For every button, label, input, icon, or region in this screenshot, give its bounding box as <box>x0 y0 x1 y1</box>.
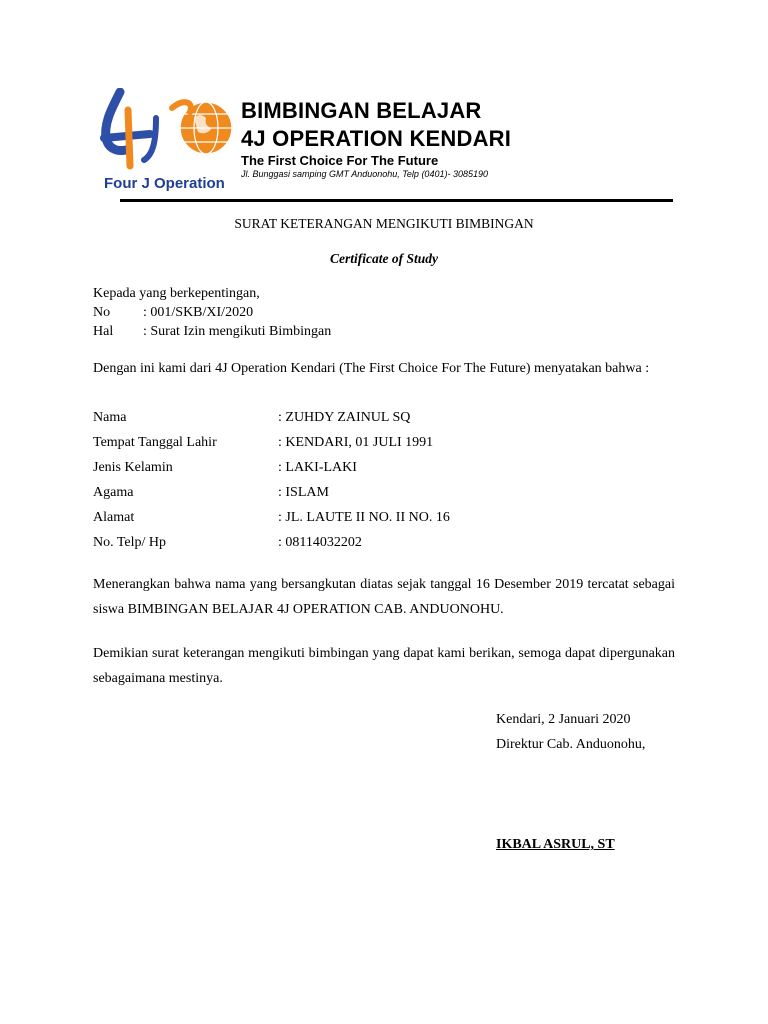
salutation: Kepada yang berkepentingan, <box>93 286 260 301</box>
statement-paragraph: Menerangkan bahwa nama yang bersangkutan diatas sejak tanggal 16 Desember 2019 tercatat sebagai siswa BIMBINGAN BELAJAR 4J OPERATION CAB. ANDUONOHU. <box>93 577 675 617</box>
subject-label: Hal <box>93 324 114 339</box>
org-name-line1: BIMBINGAN BELAJAR <box>241 98 482 123</box>
field-label-nama: Nama <box>93 410 127 425</box>
reference-number-label: No <box>93 305 111 320</box>
letterhead-divider <box>120 199 673 202</box>
closing-paragraph: Demikian surat keterangan mengikuti bimbingan yang dapat kami berikan, semoga dapat dipergunakan sebagaimana mestinya. <box>93 646 675 686</box>
field-value-agama: : ISLAM <box>278 485 329 500</box>
reference-number-value: : 001/SKB/XI/2020 <box>143 305 254 320</box>
field-value-nama: : ZUHDY ZAINUL SQ <box>278 410 411 425</box>
tagline: The First Choice For The Future <box>241 153 439 168</box>
place-date: Kendari, 2 Januari 2020 <box>496 712 631 727</box>
signer-name: IKBAL ASRUL, ST <box>496 837 615 852</box>
four-j-logo-icon <box>98 88 238 172</box>
company-logo <box>98 88 238 196</box>
field-label-telp: No. Telp/ Hp <box>93 535 167 550</box>
field-label-jenis-kelamin: Jenis Kelamin <box>93 460 173 475</box>
signer-position: Direktur Cab. Anduonohu, <box>496 737 646 752</box>
field-label-alamat: Alamat <box>93 510 135 525</box>
field-value-ttl: : KENDARI, 01 JULI 1991 <box>278 435 434 450</box>
field-value-telp: : 08114032202 <box>278 535 362 550</box>
intro-paragraph: Dengan ini kami dari 4J Operation Kendari (The First Choice For The Future) menyatakan bahwa : <box>93 361 650 376</box>
logo-wordmark: Four J Operation <box>104 175 225 192</box>
document-title: SURAT KETERANGAN MENGIKUTI BIMBINGAN <box>234 216 534 231</box>
field-label-agama: Agama <box>93 485 134 500</box>
subject-value: : Surat Izin mengikuti Bimbingan <box>143 324 332 339</box>
address-line: Jl. Bunggasi samping GMT Anduonohu, Telp (0401)- 3085190 <box>241 169 488 179</box>
field-value-jenis-kelamin: : LAKI-LAKI <box>278 460 357 475</box>
field-label-ttl: Tempat Tanggal Lahir <box>93 435 217 450</box>
document-subtitle: Certificate of Study <box>330 251 438 266</box>
field-value-alamat: : JL. LAUTE II NO. II NO. 16 <box>278 510 450 525</box>
org-name-line2: 4J OPERATION KENDARI <box>241 126 512 151</box>
